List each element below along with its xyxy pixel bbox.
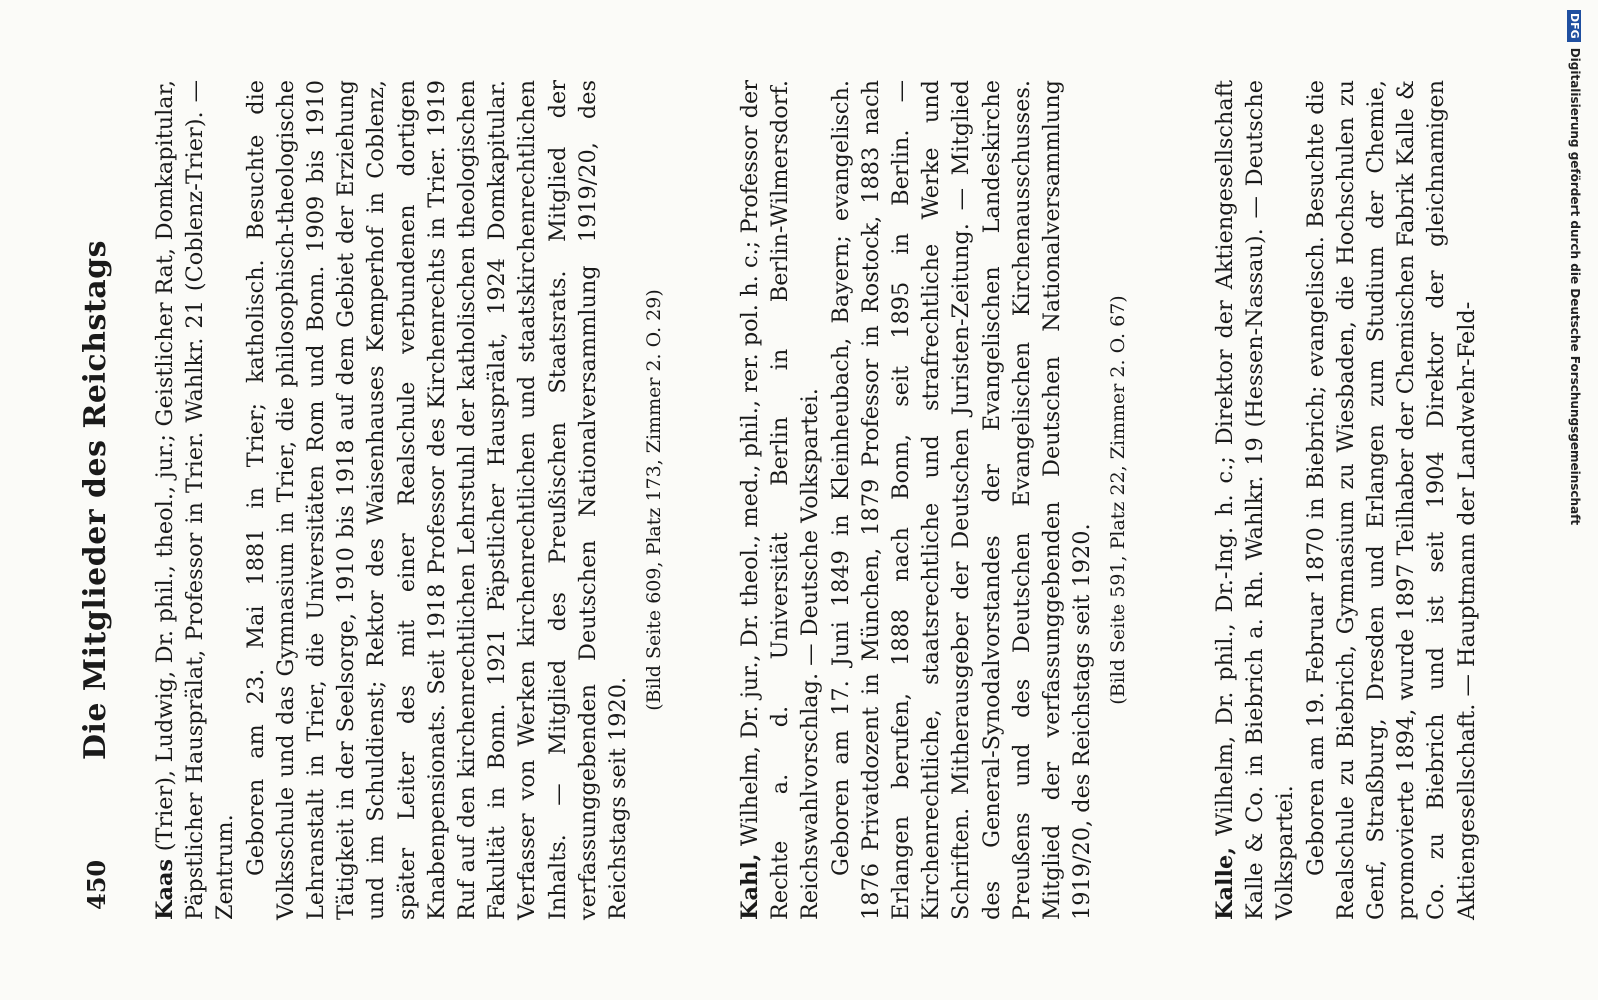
member-details: (Trier), Ludwig, Dr. phil., theol., jur.; Geistlicher Rat, Domkapitular, Päpstlicher Hausprälat, Professor in Trier. Wahlkr. 21 (Coblenz-Trier). — Zentrum. <box>152 80 239 920</box>
member-details: Wilhelm, Dr. phil., Dr.-Ing. h. c.; Direktor der Aktiengesellschaft Kalle & Co. in Biebrich a. Rh. Wahlkr. 19 (Hessen-Nassau). — Deutsche Volkspartei. <box>1212 80 1299 920</box>
member-surname: Kaas <box>152 858 178 920</box>
running-head <box>78 90 118 910</box>
member-entry-kahl <box>735 80 1134 920</box>
member-entry-kalle <box>1210 80 1482 920</box>
digitization-notice <box>1538 10 1582 990</box>
entry-heading <box>150 80 241 920</box>
member-surname: Kalle, <box>1212 846 1238 920</box>
page-number: 450 <box>82 859 111 910</box>
member-details: Wilhelm, Dr. jur., Dr. theol., med., phil., rer. pol. h. c.; Professor der Rechte a. d. Universität Berlin in Berlin-Wilmersdorf. Reichswahlvorschlag. — Deutsche Volkspartei. <box>737 80 824 920</box>
digitization-stamp <box>1552 10 1596 990</box>
entry-heading <box>1210 80 1301 920</box>
photo-reference: (Bild Seite 609, Platz 173, Zimmer 2. O. 29) <box>643 289 666 711</box>
member-biography: Geboren am 19. Februar 1870 in Biebrich; evangelisch. Besuchte die Realschule zu Biebrich, Gymnasium zu Wiesbaden, die Hochschulen zu Genf, Straßburg, Dresden und Erlangen zum Studium der Chemie, promovierte 1894, wurde 1897 Teilhaber der Chemischen Fabrik Kalle & Co. zu Biebrich und ist seit 1904 Direktor der gleichnamigen Aktiengesellschaft. — Hauptmann der Landwehr-Feld- <box>1302 80 1480 920</box>
dfg-logo: DFG <box>1567 10 1581 42</box>
page-header-title: Die Mitglieder des Reichstags <box>78 239 113 761</box>
member-biography: Geboren am 23. Mai 1881 in Trier; katholisch. Besuchte die Volksschule und das Gymnasium in Trier, die philosophisch-theologische Lehranstalt in Trier, die Universitäten Rom und Bonn. 1909 bis 1910 Tätigkeit in der Seelsorge, 1910 bis 1918 auf dem Gebiet der Erziehung und im Schuldienst; Rektor des Waisenhauses Kemperhof in Coblenz, später Leiter des mit einer Realschule verbundenen dortigen Knabenpensionats. Seit 1918 Professor des Kirchenrechts in Trier. 1919 Ruf auf den kirchenrechtlichen Lehrstuhl der katholischen theologischen Fakultät in Bonn. 1921 Päpstlicher Hausprälat, 1924 Domkapitular. Verfasser von Werken kirchenrechtlichen und staatskirchenrechtlichen Inhalts. — Mitglied des Preußischen Staatsrats. Mitglied der verfassunggebenden Deutschen Nationalversammlung 1919/20, des Reichstags seit 1920. <box>242 80 632 920</box>
entry-heading <box>735 80 826 920</box>
digitization-notice-text: Digitalisierung gefördert durch die Deutsche Forschungsgemeinschaft <box>1568 47 1582 526</box>
member-surname: Kahl, <box>737 853 763 920</box>
photo-reference: (Bild Seite 591, Platz 22, Zimmer 2. O. 67) <box>1107 295 1130 705</box>
member-biography: Geboren am 17. Juni 1849 in Kleinheubach, Bayern; evangelisch. 1876 Privatdozent in München, 1879 Professor in Rostock, 1883 nach Erlangen berufen, 1888 nach Bonn, seit 1895 in Berlin. — Kirchenrechtliche, staatsrechtliche und strafrechtliche Werke und Schriften. Mitherausgeber der Deutschen Juristen-Zeitung. — Mitglied des General-Synodalvorstandes der Evangelischen Landeskirche Preußens und des Deutschen Evangelischen Kirchenausschusses. Mitglied der verfassunggebenden Deutschen Nationalversammlung 1919/20, des Reichstags seit 1920. <box>827 80 1096 920</box>
member-entry-kaas <box>150 80 669 920</box>
